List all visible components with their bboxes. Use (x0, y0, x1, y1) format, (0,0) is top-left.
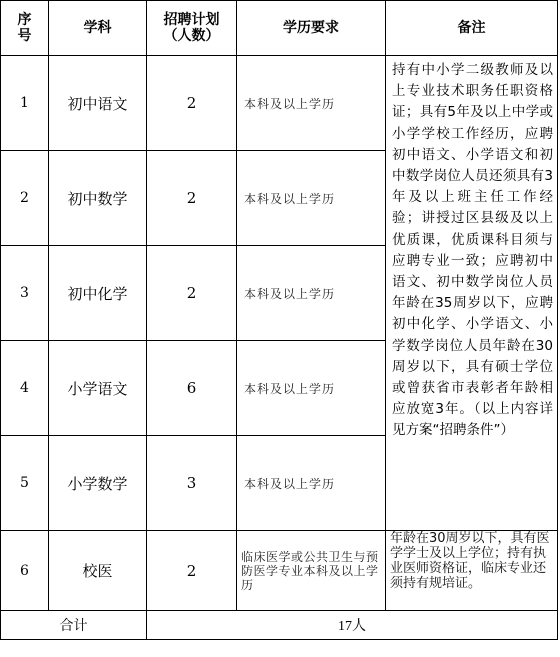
table-row (1, 56, 558, 151)
header-row (1, 1, 558, 56)
header-notes: 备注 (386, 1, 558, 56)
row-subject: 初中化学 (49, 246, 147, 341)
row-index: 5 (1, 436, 49, 531)
notes-doctor: 年龄在30周岁以下，具有医学学士及以上学位；持有执业医师资格证，临床专业还须持有规培证。 (386, 531, 558, 611)
row-index: 3 (1, 246, 49, 341)
row-subject: 校医 (49, 531, 147, 611)
row-education: 本科及以上学历 (237, 151, 386, 246)
row-index: 4 (1, 341, 49, 436)
row-index: 2 (1, 151, 49, 246)
row-subject: 初中语文 (49, 56, 147, 151)
total-row (1, 611, 558, 640)
notes-main: 持有中小学二级教师及以上专业技术职务任职资格证；具有5年及以上中学或小学学校工作经历，应聘初中语文、小学语文和初中数学岗位人员还须具有3年及以上班主任工作经验；讲授过区县级及以上优质课，优质课科目须与应聘专业一致；应聘初中语文、初中数学岗位人员年龄在35周岁以下，应聘初中化学、小学语文、小学数学岗位人员年龄在30周岁以下，具有硕士学位或曾获省市表彰者年龄相应放宽3年。（以上内容详见方案“招聘条件”） (386, 56, 558, 531)
row-education: 本科及以上学历 (237, 341, 386, 436)
row-index: 1 (1, 56, 49, 151)
row-education: 本科及以上学历 (237, 56, 386, 151)
header-index: 序 号 (1, 1, 49, 56)
header-education: 学历要求 (237, 1, 386, 56)
row-education: 本科及以上学历 (237, 246, 386, 341)
row-index: 6 (1, 531, 49, 611)
row-subject: 初中数学 (49, 151, 147, 246)
row-count: 3 (147, 436, 237, 531)
row-count: 2 (147, 246, 237, 341)
header-plan: 招聘计划 （人数） (147, 1, 237, 56)
total-label: 合计 (1, 611, 147, 640)
row-education: 临床医学或公共卫生与预防医学专业本科及以上学历 (237, 531, 386, 611)
row-subject: 小学语文 (49, 341, 147, 436)
header-subject: 学科 (49, 1, 147, 56)
row-count: 6 (147, 341, 237, 436)
table-row (1, 531, 558, 611)
row-count: 2 (147, 151, 237, 246)
row-education: 本科及以上学历 (237, 436, 386, 531)
row-count: 2 (147, 56, 237, 151)
row-count: 2 (147, 531, 237, 611)
total-value: 17人 (147, 611, 558, 640)
row-subject: 小学数学 (49, 436, 147, 531)
